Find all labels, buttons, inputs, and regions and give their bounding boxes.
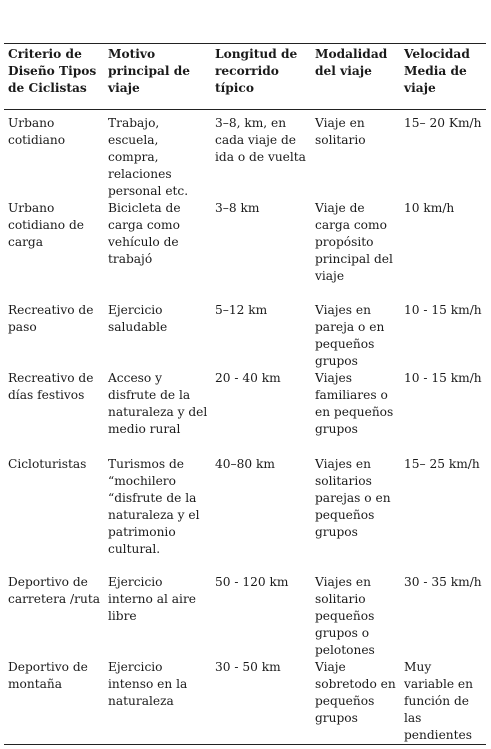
cell-trip-purpose: Ejercicio saludable [108, 303, 168, 334]
table-row [4, 574, 486, 659]
table-row [4, 200, 486, 302]
cell-cyclist-type: Cicloturistas [8, 457, 87, 471]
cell-cyclist-type: Urbano cotidiano [8, 116, 66, 147]
table-row [4, 659, 486, 745]
cell-cyclist-type: Recreativo de paso [8, 303, 94, 334]
cell-trip-modality: Viaje en solitario [315, 116, 366, 147]
cell-average-speed: Muy variable en función de las pendientes [400, 659, 486, 745]
cell-trip-length: 50 - 120 km [215, 575, 289, 589]
cell-trip-modality: Viaje de carga como propósito principal del viaje [315, 201, 393, 283]
table-row [4, 370, 486, 456]
cell-trip-modality: Viajes familiares o en pequeños grupos [315, 371, 394, 436]
cell-trip-purpose: Ejercicio intenso en la naturaleza [104, 659, 211, 745]
cell-trip-purpose: Acceso y disfrute de la naturaleza y del medio rural [108, 371, 208, 436]
column-header-trip-length: Longitud de recorrido típico [211, 44, 311, 110]
cell-average-speed: 10 - 15 km/h [404, 303, 482, 317]
cell-trip-length: 5–12 km [215, 303, 268, 317]
cell-cyclist-type: Urbano cotidiano de carga [8, 201, 84, 249]
cell-trip-length: 3–8, km, en cada viaje de ida o de vuelta [215, 116, 306, 164]
cell-trip-purpose: Bicicleta de carga como vehículo de trabajó [108, 201, 181, 266]
table-row [4, 110, 486, 201]
column-header-trip-purpose: Motivo principal de viaje [104, 44, 211, 110]
cell-trip-modality: Viajes en pareja o en pequeños grupos [315, 303, 385, 368]
cell-average-speed: 15– 20 Km/h [404, 116, 482, 130]
cell-trip-purpose: Trabajo, escuela, compra, relaciones personal etc. [108, 116, 189, 198]
cell-trip-length: 40–80 km [215, 457, 275, 471]
cell-trip-length: 3–8 km [215, 201, 260, 215]
cell-average-speed: 30 - 35 km/h [404, 575, 482, 589]
cell-average-speed: 10 - 15 km/h [404, 371, 482, 385]
cell-cyclist-type: Deportivo de carretera /ruta [8, 575, 100, 606]
column-header-average-speed: Velocidad Media de viaje [400, 44, 486, 110]
table-row [4, 302, 486, 370]
cell-cyclist-type: Deportivo de montaña [4, 659, 104, 745]
cell-trip-length: 30 - 50 km [211, 659, 311, 745]
table-row [4, 456, 486, 574]
table-header-row [4, 44, 486, 110]
cell-trip-purpose: Turismos de “mochilero “disfrute de la naturaleza y el patrimonio cultural. [108, 457, 200, 556]
cell-trip-modality: Viajes en solitario pequeños grupos o pelotones [315, 575, 375, 657]
column-header-cyclist-type: Criterio de Diseño Tipos de Ciclistas [4, 44, 104, 110]
cell-trip-modality: Viajes en solitarios parejas o en pequeños grupos [315, 457, 391, 539]
cell-average-speed: 10 km/h [404, 201, 455, 215]
column-header-trip-modality: Modalidad del viaje [311, 44, 400, 110]
cell-cyclist-type: Recreativo de días festivos [8, 371, 94, 402]
cell-trip-purpose: Ejercicio interno al aire libre [108, 575, 196, 623]
cell-trip-modality: Viaje sobretodo en pequeños grupos [311, 659, 400, 745]
cell-trip-length: 20 - 40 km [215, 371, 281, 385]
cell-average-speed: 15– 25 km/h [404, 457, 480, 471]
cyclist-types-table [4, 43, 486, 745]
